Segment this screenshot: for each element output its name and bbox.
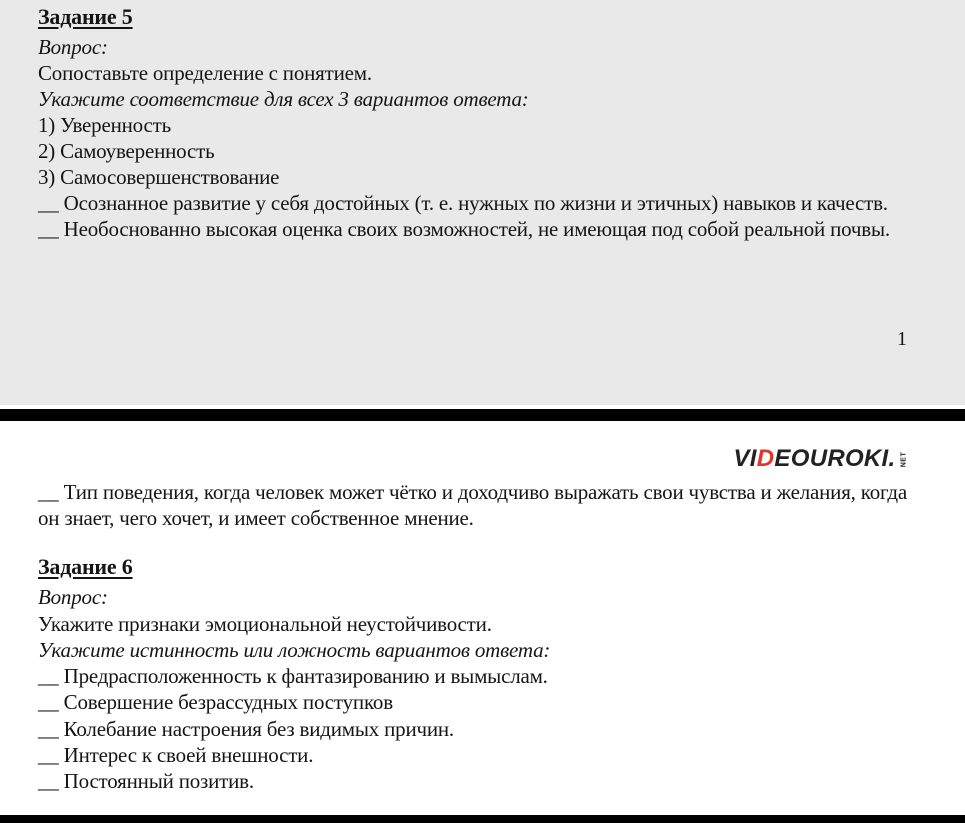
task6-text-block — [38, 554, 930, 795]
logo-text-vi: VI — [733, 445, 757, 472]
logo-play-d-icon: D — [756, 445, 775, 472]
task5-title: Задание 5 — [38, 4, 133, 29]
task5-option-3: 3) Самосовершенствование — [38, 165, 280, 189]
task5-question-label: Вопрос: — [38, 35, 108, 59]
videouroki-logo — [724, 444, 918, 474]
task5-option-1: 1) Уверенность — [38, 113, 171, 137]
task5-definition-1: __ Осознанное развитие у себя достойных (т. е. нужных по жизни и этичных) навыков и качеств. — [38, 191, 888, 215]
task6-title: Задание 6 — [38, 554, 133, 579]
slide-task6 — [0, 421, 965, 815]
task5-question: Сопоставьте определение с понятием. — [38, 61, 372, 85]
slide-task5 — [0, 0, 965, 405]
task6-instruction: Укажите истинность или ложность вариантов ответа: — [38, 637, 551, 662]
task5-instruction: Укажите соответствие для всех 3 вариантов ответа: — [38, 87, 529, 111]
task5-definition-3-continued: __ Тип поведения, когда человек может чётко и доходчиво выражать свои чувства и желания, когда он знает, чего хочет, и имеет собственное мнение. — [38, 480, 907, 530]
logo-tld-net: NET — [899, 451, 907, 467]
bottom-divider-bar — [0, 815, 965, 823]
task5-option-2: 2) Самоуверенность — [38, 139, 215, 163]
logo-dot: . — [888, 445, 896, 472]
task5-text-block — [38, 4, 922, 242]
task5-definition-2: __ Необоснованно высокая оценка своих возможностей, не имеющая под собой реальной почвы. — [38, 217, 890, 241]
slide-divider-bar — [0, 409, 965, 421]
task6-statement-4: __ Интерес к своей внешности. — [38, 743, 314, 768]
task6-statement-1: __ Предрасположенность к фантазированию и вымыслам. — [38, 664, 548, 689]
logo-text-eouroki: EOUROKI — [774, 445, 889, 472]
task6-statement-2: __ Совершение безрассудных поступков — [38, 690, 393, 715]
page-number: 1 — [897, 328, 907, 350]
task6-statement-3: __ Колебание настроения без видимых причин. — [38, 716, 454, 741]
task6-statement-5: __ Постоянный позитив. — [38, 769, 254, 794]
task6-question: Укажите признаки эмоциональной неустойчивости. — [38, 611, 492, 636]
task6-question-label: Вопрос: — [38, 585, 108, 610]
